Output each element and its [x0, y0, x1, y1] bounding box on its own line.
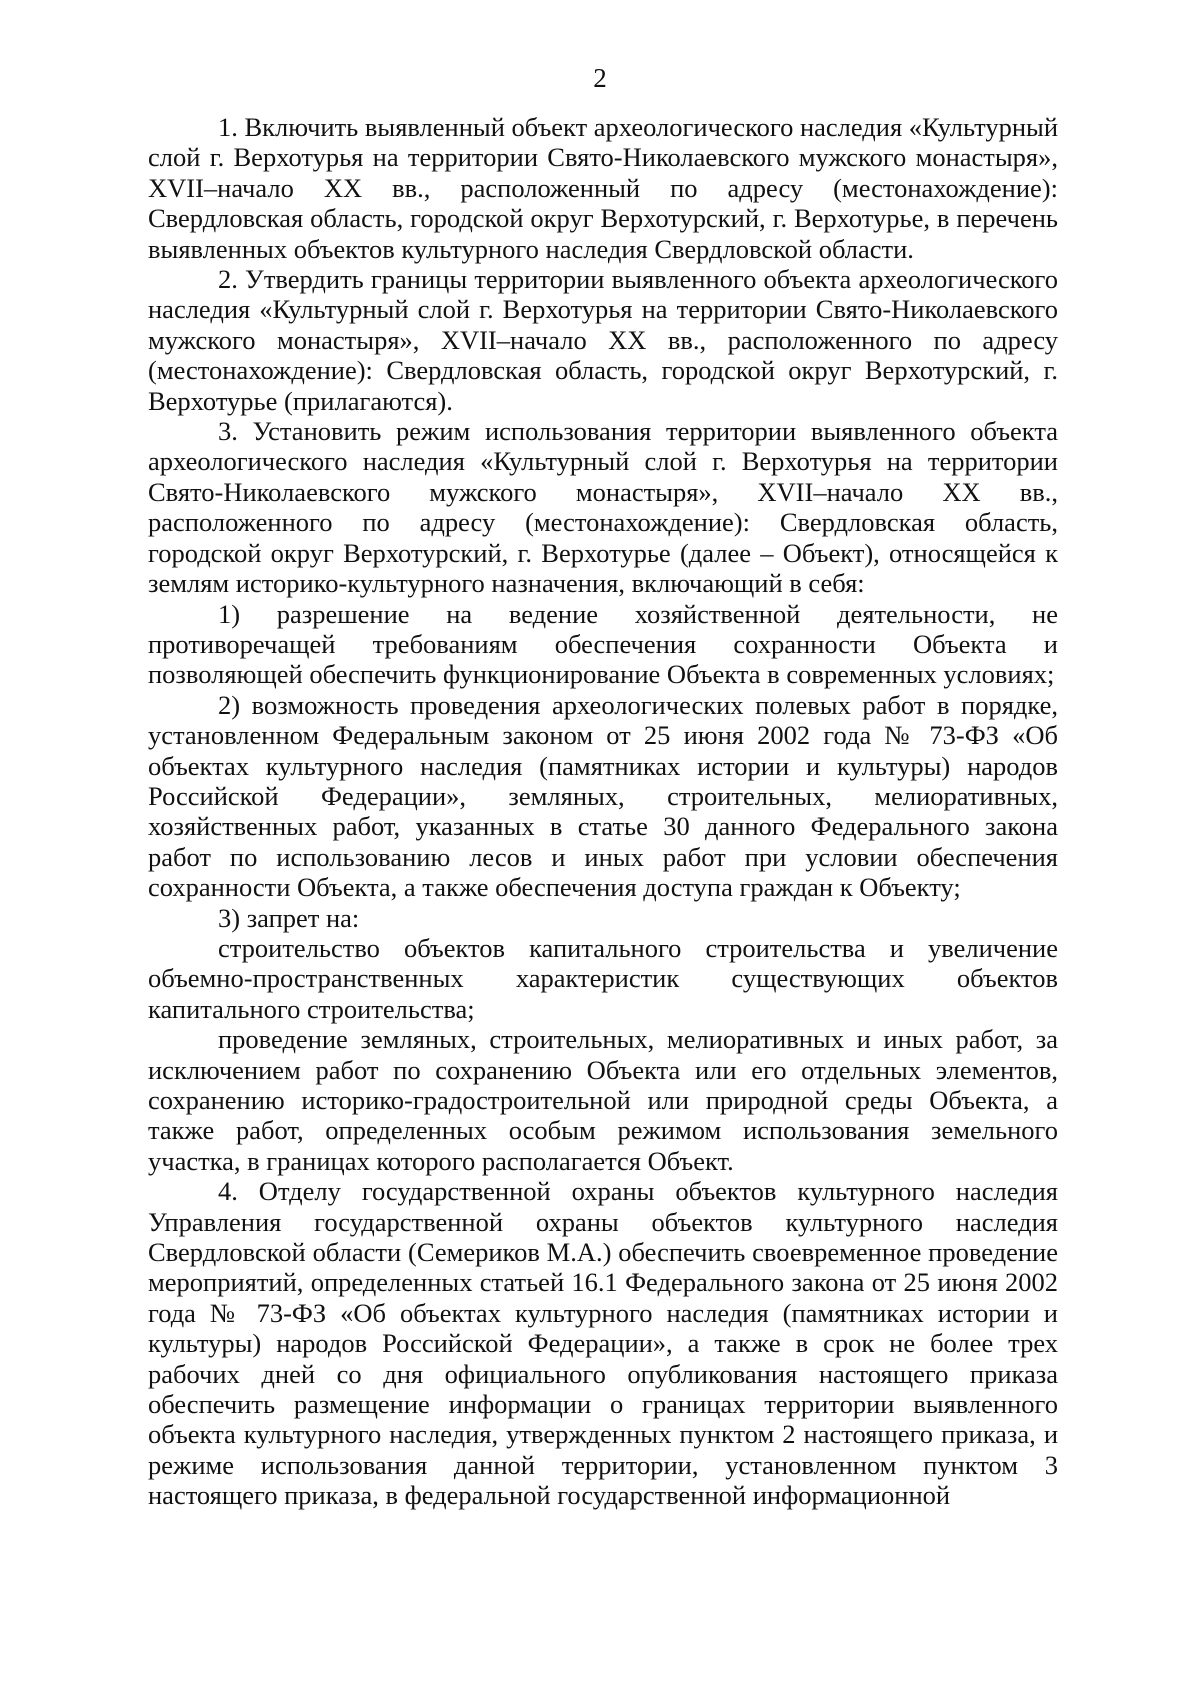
- paragraph-subitem-2: 2) возможность проведения археологических полевых работ в порядке, установленном Федеральным законом от 25 июня 2002 года № 73-ФЗ «Об объектах культурного наследия (памятниках истории и культуры) народов Российской Федерации», земляных, строительных, мелиоративных, хозяйственных работ, указанных в статье 30 данного Федерального закона работ по использованию лесов и иных работ при условии обеспечения сохранности Объекта, а также обеспечения доступа граждан к Объекту;: [148, 689, 1058, 903]
- paragraph-item-3: 3. Установить режим использования территории выявленного объекта археологического наследия «Культурный слой г. Верхотурья на территории Свято-Николаевского мужского монастыря», XVII–начало XX вв., расположенного по адресу (местонахождение): Свердловская область, городской округ Верхотурский, г. Верхотурье (далее – Объект), относящейся к землям историко-культурного назначения, включающий в себя:: [148, 416, 1058, 599]
- paragraph-subitem-1: 1) разрешение на ведение хозяйственной деятельности, не противоречащей требованиям обеспечения сохранности Объекта и позволяющей обеспечить функционирование Объекта в современных условиях;: [148, 598, 1058, 690]
- document-body: [148, 112, 1058, 1511]
- paragraph-item-4: 4. Отделу государственной охраны объектов культурного наследия Управления государственной охраны объектов культурного наследия Свердловской области (Семериков М.А.) обеспечить своевременное проведение мероприятий, определенных статьей 16.1 Федерального закона от 25 июня 2002 года № 73-ФЗ «Об объектах культурного наследия (памятниках истории и культуры) народов Российской Федерации», а также в срок не более трех рабочих дней со дня официального опубликования настоящего приказа обеспечить размещение информации о границах территории выявленного объекта культурного наследия, утвержденных пунктом 2 настоящего приказа, и режиме использования данной территории, установленном пунктом 3 настоящего приказа, в федеральной государственной информационной: [148, 1176, 1058, 1511]
- paragraph-subitem-3: 3) запрет на:: [218, 902, 360, 933]
- paragraph-item-1: 1. Включить выявленный объект археологического наследия «Культурный слой г. Верхотурья на территории Свято-Николаевского мужского монастыря», XVII–начало XX вв., расположенный по адресу (местонахождение): Свердловская область, городской округ Верхотурский, г. Верхотурье, в перечень выявленных объектов культурного наследия Свердловской области.: [148, 112, 1058, 264]
- paragraph-item-2: 2. Утвердить границы территории выявленного объекта археологического наследия «Культурный слой г. Верхотурья на территории Свято-Николаевского мужского монастыря», XVII–начало XX вв., расположенного по адресу (местонахождение): Свердловская область, городской округ Верхотурский, г. Верхотурье (прилагаются).: [148, 264, 1058, 416]
- paragraph-prohibition-works: проведение земляных, строительных, мелиоративных и иных работ, за исключением работ по сохранению Объекта или его отдельных элементов, сохранению историко-градостроительной или природной среды Объекта, а также работ, определенных особым режимом использования земельного участка, в границах которого располагается Объект.: [148, 1024, 1058, 1176]
- page-number: 2: [593, 63, 607, 93]
- paragraph-prohibition-construction: строительство объектов капитального строительства и увеличение объемно-пространственных характеристик существующих объектов капитального строительства;: [148, 932, 1058, 1024]
